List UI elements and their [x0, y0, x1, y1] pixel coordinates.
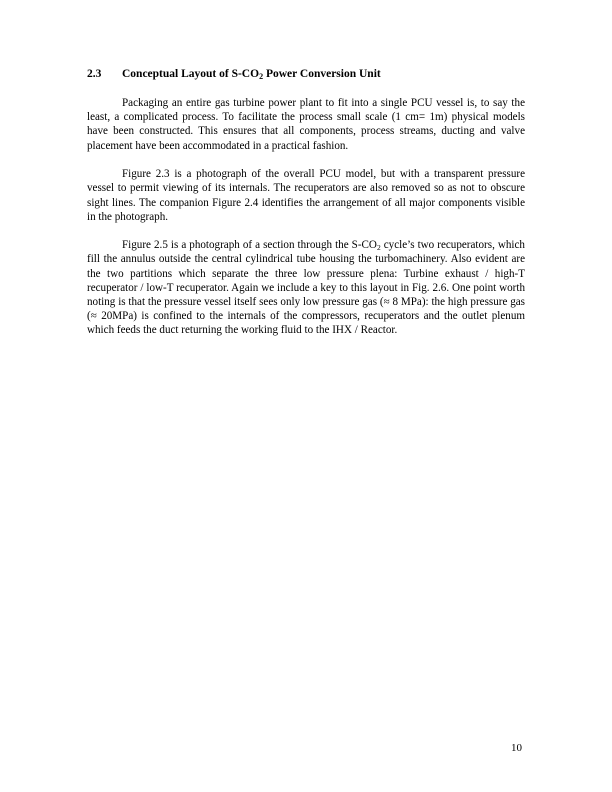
section-title-post: Power Conversion Unit [263, 68, 381, 80]
paragraph-figure-2-3: Figure 2.3 is a photograph of the overall PCU model, but with a transparent pressure vessel to permit viewing of its internals. The recuperators are also removed so as not to obscure sight lines. The companion Figure 2.4 identifies the arrangement of all major components visible in the photograph. [87, 168, 525, 223]
section-number: 2.3 [87, 68, 102, 80]
paragraph-figure-2-5-pre: Figure 2.5 is a photograph of a section through the S-CO [122, 239, 377, 252]
paragraph-figure-2-5-post: cycle’s two recuperators, which fill the annulus outside the central cylindrical tube housing the turbomachinery. Also evident are the two partitions which separate the three low pressure plena: Turbine exhaust / high-T recuperator / low-T recuperator. Again we include a key to this layout in Fig. 2.6. One point worth noting is that the pressure vessel itself sees only low pressure gas (≈ 8 MPa): the high pressure gas (≈ 20MPa) is confined to the internals of the compressors, recuperators and the outlet plenum which feeds the duct returning the working fluid to the IHX / Reactor. [87, 239, 525, 337]
paragraph-figure-2-5-subscript: 2 [376, 243, 381, 253]
page-number: 10 [511, 742, 522, 754]
section-title-subscript: 2 [259, 72, 264, 81]
paragraph-figure-2-5 [87, 238, 525, 337]
section-title-pre: Conceptual Layout of S-CO [122, 68, 260, 80]
paragraph-packaging: Packaging an entire gas turbine power plant to fit into a single PCU vessel is, to say the least, a complicated process. To facilitate the process small scale (1 cm= 1m) physical models have been constructed. This ensures that all components, process streams, ducting and valve placement have been accommodated in a practical fashion. [87, 97, 525, 152]
section-heading [87, 67, 525, 82]
document-page [87, 67, 525, 352]
